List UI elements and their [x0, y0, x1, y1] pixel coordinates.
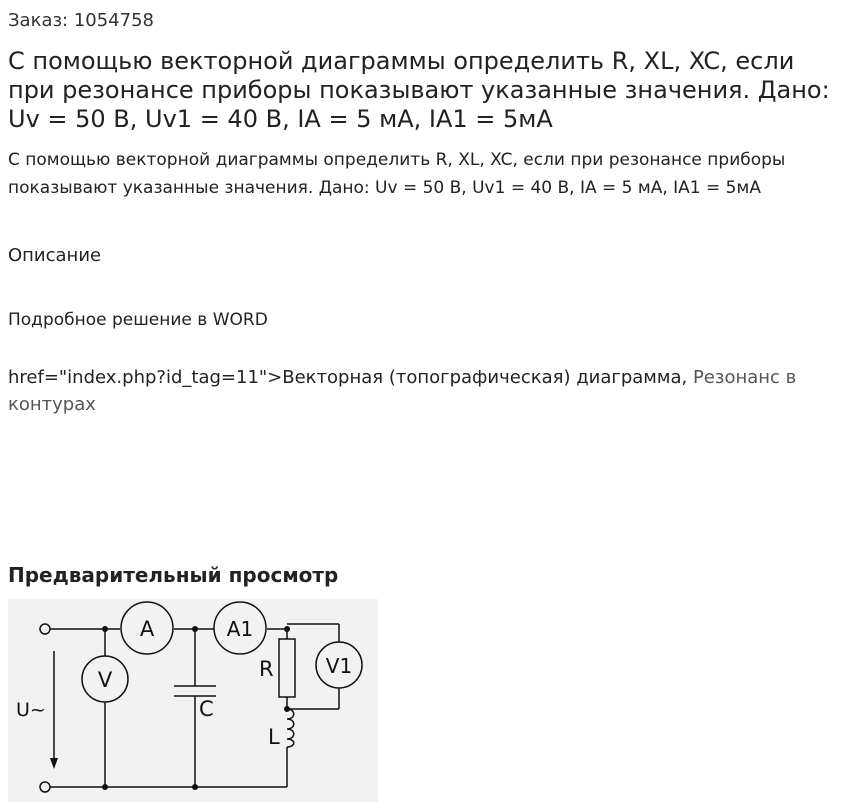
tag-list	[8, 364, 828, 418]
solution-format: Подробное решение в WORD	[8, 310, 268, 330]
preview-image	[8, 599, 378, 802]
voltmeter-label: V	[97, 668, 113, 692]
capacitor-label: C	[199, 697, 214, 721]
ammeter-label: A	[139, 617, 155, 641]
description-heading: Описание	[8, 245, 102, 266]
task-description: С помощью векторной диаграммы определить R, XL, XC, если при резонансе приборы показывают указанные значения. Дано: Uv = 50 В, Uv1 = 40 В, IA = 5 мА, IA1 = 5мА	[8, 150, 786, 198]
tag-link-resonance[interactable]: Резонанс в контурах	[8, 367, 797, 415]
tag-text: href="index.php?id_tag=11">Векторная (топографическая) диаграмма,	[8, 367, 693, 388]
resistor-label: R	[259, 657, 274, 681]
ammeter1-label: A1	[226, 617, 254, 641]
circuit-diagram	[8, 599, 378, 802]
source-label: U~	[16, 699, 46, 721]
page-title: С помощью векторной диаграммы определить R, XL, XC, если при резонансе приборы показывают указанные значения. Дано: Uv = 50 В, Uv1 = 40 В, IA = 5 мА, IA1 = 5мА	[8, 47, 830, 133]
voltmeter1-label: V1	[325, 654, 353, 678]
preview-heading: Предварительный просмотр	[8, 563, 339, 587]
order-number: Заказ: 1054758	[8, 10, 154, 31]
inductor-label: L	[268, 725, 280, 749]
